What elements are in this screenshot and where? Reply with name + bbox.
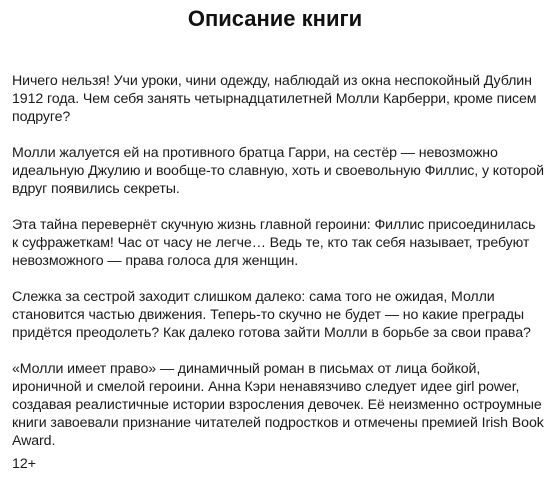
description-body — [12, 72, 544, 468]
page-title: Описание книги — [187, 6, 363, 31]
description-paragraph-5: «Молли имеет право» — динамичный роман в письмах от лица бойкой, ироничной и смелой героини. Анна Кэри ненавязчиво следует идее girl power, создавая реалистичные истории взросления девочек. Её неизменно остроумные книги завоевали признание читателей подростков и отмечены премией Irish Book Award. — [12, 361, 544, 449]
description-paragraph-2: Молли жалуется ей на противного братца Гарри, на сестёр — невозможно идеальную Джулию и вообще-то славную, хоть и своевольную Филлис, у которой вдруг появились секреты. — [12, 145, 544, 197]
description-paragraph-1: Ничего нельзя! Учи уроки, чини одежду, наблюдай из окна неспокойный Дублин 1912 года. Чем себя занять четырнадцатилетней Молли Карберри, кроме писем подруге? — [12, 73, 537, 125]
description-paragraph-4: Слежка за сестрой заходит слишком далеко: сама того не ожидая, Молли становится частью движения. Теперь-то скучно не будет — но какие преграды придётся преодолеть? Как далеко готова зайти Молли в борьбе за свои права? — [12, 289, 531, 341]
description-paragraph-3: Эта тайна перевернёт скучную жизнь главной героини: Филлис присоединилась к суфражеткам! Час от часу не легче… Ведь те, кто так себя называет, требуют невозможного — права голоса для женщин. — [12, 217, 536, 269]
age-rating: 12+ — [12, 456, 37, 472]
